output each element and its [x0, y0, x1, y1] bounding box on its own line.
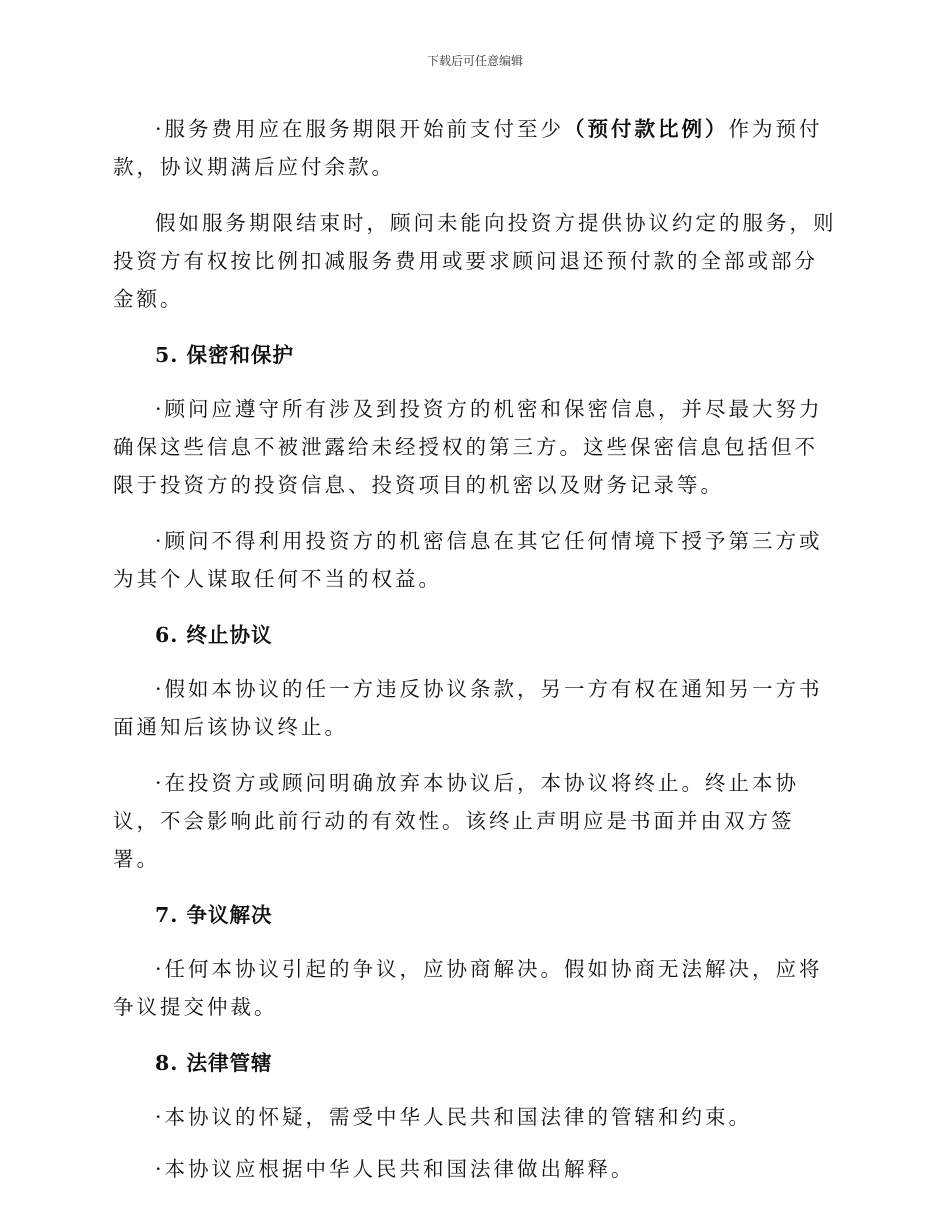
paragraph-dispute: ·任何本协议引起的争议，应协商解决。假如协商无法解决，应将争议提交仲裁。	[113, 957, 823, 1019]
prepayment-ratio-placeholder: （预付款比例）	[564, 117, 729, 141]
section-heading-confidentiality: 5. 保密和保护	[155, 343, 295, 367]
section-heading-dispute: 7. 争议解决	[155, 903, 273, 927]
paragraph-termination-1: ·假如本协议的任一方违反协议条款，另一方有权在通知另一方书面通知后该协议终止。	[113, 677, 823, 739]
document-body	[113, 110, 838, 1202]
paragraph-payment-terms-tail: 作为预付款，协议期满后应付余款。	[113, 117, 823, 179]
paragraph-payment-terms	[113, 110, 838, 186]
section-heading-jurisdiction: 8. 法律管辖	[155, 1051, 273, 1075]
paragraph-jurisdiction-1: ·本协议的怀疑，需受中华人民共和国法律的管辖和约束。	[155, 1105, 753, 1129]
paragraph-payment-terms-text: ·服务费用应在服务期限开始前支付至少	[155, 117, 565, 141]
paragraph-confidentiality-2: ·顾问不得利用投资方的机密信息在其它任何情境下授予第三方或为其个人谋取任何不当的权益。	[113, 529, 823, 591]
section-heading-termination: 6. 终止协议	[155, 623, 273, 647]
paragraph-termination-2: ·在投资方或顾问明确放弃本协议后，本协议将终止。终止本协议，不会影响此前行动的有效性。该终止声明应是书面并由双方签署。	[113, 771, 800, 871]
paragraph-service-deduction: 假如服务期限结束时，顾问未能向投资方提供协议约定的服务，则投资方有权按比例扣减服务费用或要求顾问退还预付款的全部或部分金额。	[113, 211, 837, 311]
paragraph-jurisdiction-2: ·本协议应根据中华人民共和国法律做出解释。	[155, 1157, 635, 1181]
page-header: 下载后可任意编辑	[426, 54, 523, 68]
paragraph-confidentiality-1: ·顾问应遵守所有涉及到投资方的机密和保密信息，并尽最大努力确保这些信息不被泄露给未经授权的第三方。这些保密信息包括但不限于投资方的投资信息、投资项目的机密以及财务记录等。	[113, 397, 823, 497]
